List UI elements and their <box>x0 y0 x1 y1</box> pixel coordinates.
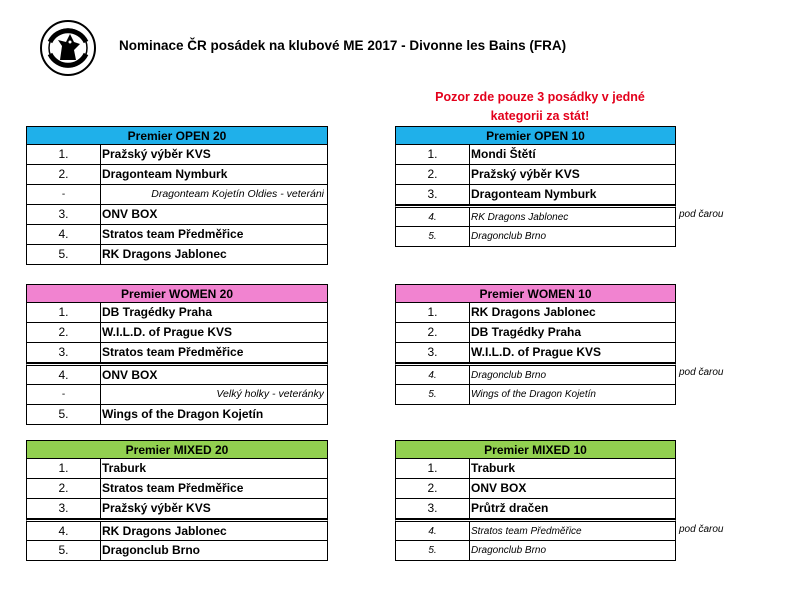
table-header: Premier WOMEN 20 <box>26 284 328 303</box>
pos: 1. <box>396 145 470 164</box>
pos: 2. <box>27 323 101 342</box>
crew-name: DB Tragédky Praha <box>471 325 582 339</box>
crew-name: ONV BOX <box>471 481 527 495</box>
table-row <box>395 227 676 247</box>
pos: 4. <box>396 366 470 384</box>
table-row <box>26 245 328 265</box>
table-header: Premier OPEN 20 <box>26 126 328 145</box>
note-below-line: pod čarou <box>679 367 724 378</box>
crew-name: Stratos team Předměřice <box>471 526 582 537</box>
pos: 3. <box>396 499 470 518</box>
warning-line-1: Pozor zde pouze 3 posádky v jedné <box>435 90 645 104</box>
table-row <box>395 303 676 323</box>
table-row <box>26 541 328 561</box>
pos: 4. <box>396 522 470 540</box>
crew-name: Stratos team Předměřice <box>102 227 244 241</box>
pos: 3. <box>396 185 470 204</box>
warning-line-2: kategorii za stát! <box>490 109 590 123</box>
table-row <box>395 205 676 227</box>
table-open20 <box>26 126 328 265</box>
crew-name: Dragonteam Nymburk <box>471 187 597 201</box>
table-row <box>395 459 676 479</box>
pos: 2. <box>396 323 470 342</box>
pos: 5. <box>396 385 470 404</box>
pos: 2. <box>27 479 101 498</box>
note-below-line: pod čarou <box>679 209 724 220</box>
table-row <box>395 323 676 343</box>
table-row <box>26 363 328 385</box>
pos: - <box>27 385 101 404</box>
table-row <box>26 459 328 479</box>
pos: 2. <box>27 165 101 184</box>
crew-name: Dragonteam Kojetín Oldies - veteráni <box>151 188 324 200</box>
table-row <box>26 205 328 225</box>
table-row <box>395 519 676 541</box>
table-mixed10 <box>395 440 676 561</box>
table-row <box>26 385 328 405</box>
crew-name: Mondi Štětí <box>471 147 536 161</box>
table-header: Premier WOMEN 10 <box>395 284 676 303</box>
crew-name: ONV BOX <box>102 368 158 382</box>
crew-name: ONV BOX <box>102 207 158 221</box>
table-row <box>26 323 328 343</box>
table-row <box>26 405 328 425</box>
pos: 1. <box>396 303 470 322</box>
pos: 4. <box>27 225 101 244</box>
crew-name: Velký holky - veteránky <box>216 388 324 400</box>
crew-name: W.I.L.D. of Prague KVS <box>471 345 602 359</box>
table-row <box>26 519 328 541</box>
pos: 5. <box>27 245 101 264</box>
crew-name: Wings of the Dragon Kojetín <box>471 389 596 400</box>
pos: 2. <box>396 165 470 184</box>
table-row <box>395 165 676 185</box>
table-row <box>26 225 328 245</box>
pos: - <box>27 185 101 204</box>
table-women20 <box>26 284 328 425</box>
table-row <box>395 145 676 165</box>
pos: 1. <box>27 303 101 322</box>
table-row <box>395 343 676 363</box>
table-header: Premier MIXED 10 <box>395 440 676 459</box>
crew-name: Dragonclub Brno <box>471 231 547 242</box>
table-row <box>26 343 328 363</box>
warning-text <box>412 88 668 126</box>
crew-name: Wings of the Dragon Kojetín <box>102 407 264 421</box>
pos: 4. <box>27 366 101 384</box>
pos: 3. <box>27 343 101 362</box>
pos: 5. <box>396 227 470 246</box>
table-row <box>26 165 328 185</box>
crew-name: Pražský výběr KVS <box>471 167 580 181</box>
table-row <box>395 185 676 205</box>
pos: 1. <box>396 459 470 478</box>
pos: 5. <box>27 541 101 560</box>
crew-name: Dragonclub Brno <box>471 370 547 381</box>
pos: 3. <box>27 499 101 518</box>
table-mixed20 <box>26 440 328 561</box>
crew-name: DB Tragédky Praha <box>102 305 213 319</box>
crew-name: Průtrž dračen <box>471 501 549 515</box>
crew-name: Traburk <box>471 461 516 475</box>
pos: 3. <box>396 343 470 362</box>
crew-name: RK Dragons Jablonec <box>471 305 596 319</box>
table-open10 <box>395 126 676 247</box>
pos: 5. <box>396 541 470 560</box>
table-header: Premier OPEN 10 <box>395 126 676 145</box>
crew-name: RK Dragons Jablonec <box>102 524 227 538</box>
pos: 5. <box>27 405 101 424</box>
dragon-head-icon <box>40 20 96 76</box>
note-below-line: pod čarou <box>679 524 724 535</box>
crew-name: Traburk <box>102 461 147 475</box>
table-header: Premier MIXED 20 <box>26 440 328 459</box>
pos: 2. <box>396 479 470 498</box>
page-title: Nominace ČR posádek na klubové ME 2017 - Divonne les Bains (FRA) <box>119 38 567 53</box>
crew-name: Stratos team Předměřice <box>102 481 244 495</box>
table-row <box>26 145 328 165</box>
table-row <box>395 499 676 519</box>
crew-name: Dragonclub Brno <box>471 545 547 556</box>
table-row <box>26 479 328 499</box>
crew-name: Pražský výběr KVS <box>102 501 211 515</box>
table-row <box>26 185 328 205</box>
table-row <box>395 479 676 499</box>
pos: 1. <box>27 145 101 164</box>
table-women10 <box>395 284 676 405</box>
crew-name: Pražský výběr KVS <box>102 147 211 161</box>
pos: 3. <box>27 205 101 224</box>
table-row <box>395 363 676 385</box>
table-row <box>395 541 676 561</box>
crew-name: Dragonclub Brno <box>102 543 200 557</box>
pos: 4. <box>27 522 101 540</box>
crew-name: W.I.L.D. of Prague KVS <box>102 325 233 339</box>
crew-name: RK Dragons Jablonec <box>102 247 227 261</box>
crew-name: RK Dragons Jablonec <box>471 212 569 223</box>
table-row <box>395 385 676 405</box>
pos: 1. <box>27 459 101 478</box>
pos: 4. <box>396 208 470 226</box>
table-row <box>26 499 328 519</box>
crew-name: Dragonteam Nymburk <box>102 167 228 181</box>
table-row <box>26 303 328 323</box>
crew-name: Stratos team Předměřice <box>102 345 244 359</box>
